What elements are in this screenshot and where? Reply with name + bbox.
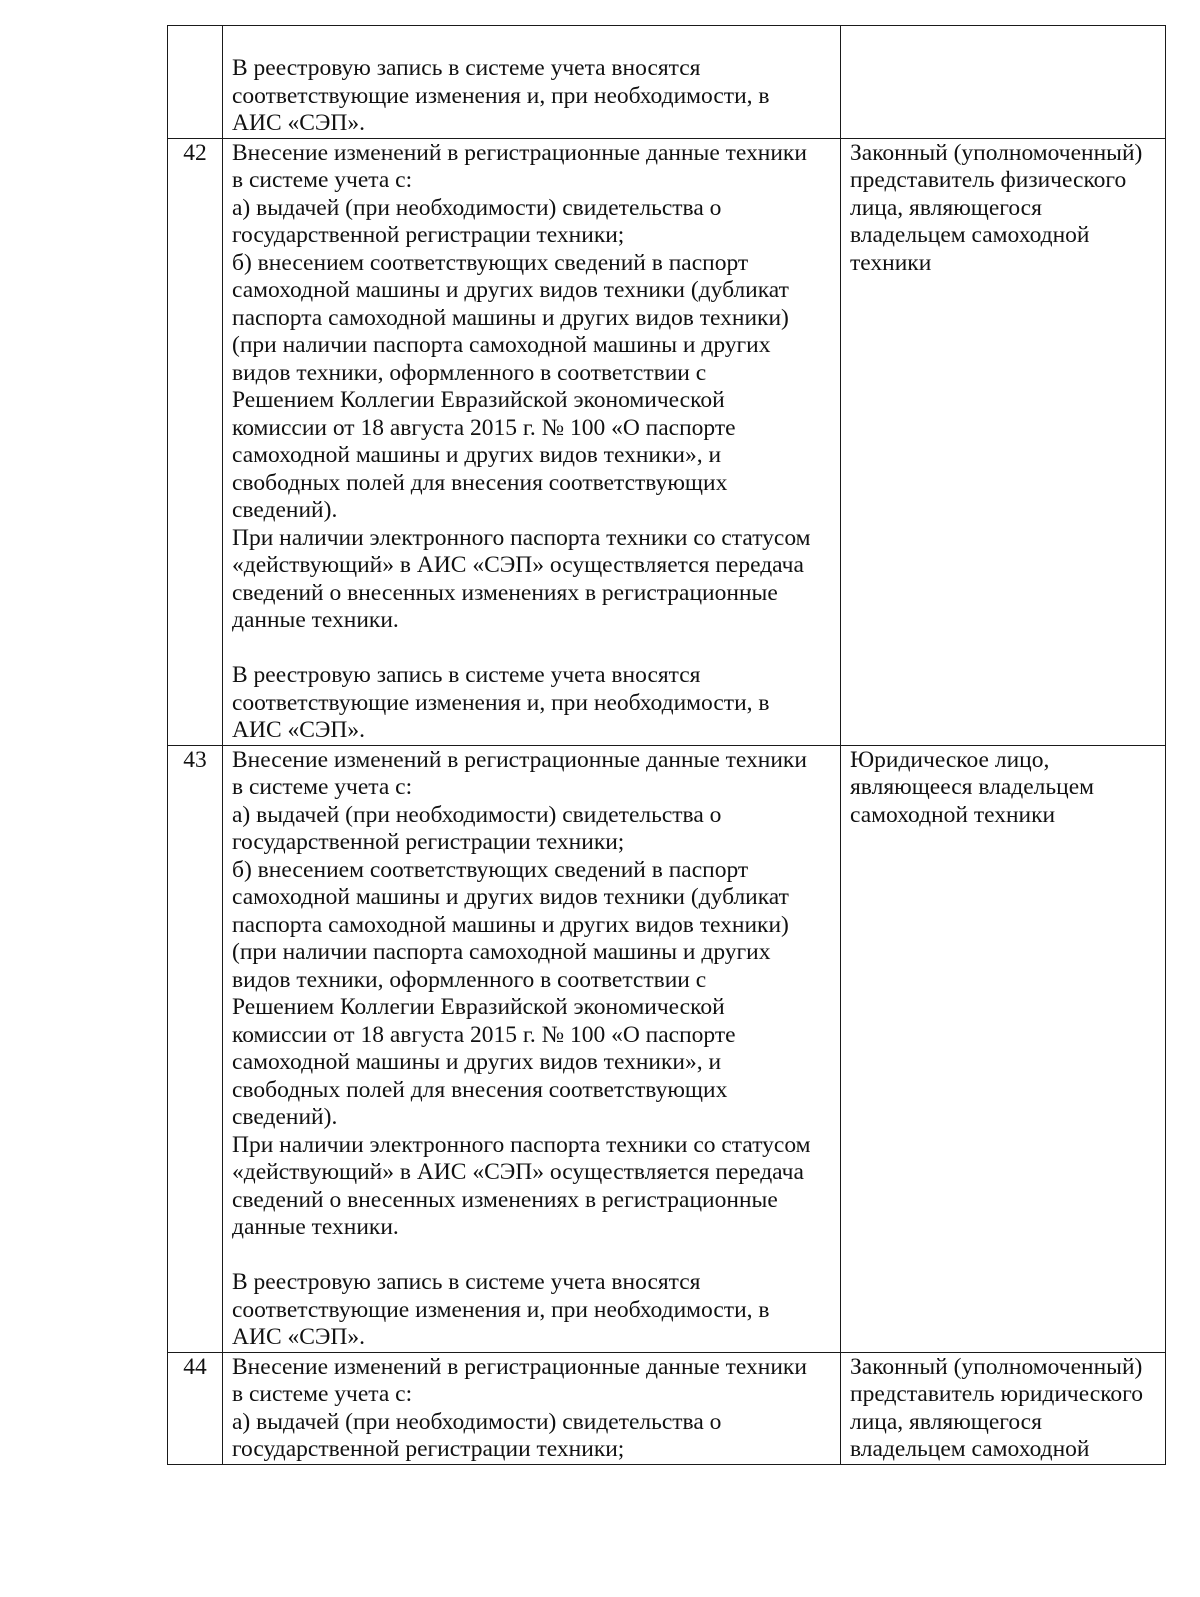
row-number [168,26,223,139]
row-number: 42 [168,138,223,745]
service-description: Внесение изменений в регистрационные данные техники в системе учета с: а) выдачей (при необходимости) свидетельства о государственной регистрации техники; б) внесением соответствующих сведений в паспорт самоходной машины и других видов техники (дубликат паспорта самоходной машины и других видов техники) (при наличии паспорта самоходной машины и других видов техники, оформленного в соответствии с Решением Коллегии Евразийской экономической комиссии от 18 августа 2015 г. № 100 «О паспорте самоходной машины и других видов техники», и свободных полей для внесения соответствующих сведений). При наличии электронного паспорта техники со статусом «действующий» в АИС «СЭП» осуществляется передача сведений о внесенных изменениях в регистрационные данные техники. В реестровую запись в системе учета вносятся соответствующие изменения и, при необходимости, в АИС «СЭП». [223,138,841,745]
applicant-category: Законный (уполномоченный) представитель физического лица, являющегося владельцем самоходной техники [841,138,1166,745]
service-description: В реестровую запись в системе учета вносятся соответствующие изменения и, при необходимости, в АИС «СЭП». [223,26,841,139]
applicant-category: Юридическое лицо, являющееся владельцем самоходной техники [841,745,1166,1352]
row-number: 44 [168,1352,223,1464]
table-row-continued [168,26,1166,139]
table-row [168,1352,1166,1464]
services-table [167,25,1166,1465]
applicant-category [841,26,1166,139]
service-description: Внесение изменений в регистрационные данные техники в системе учета с: а) выдачей (при необходимости) свидетельства о государственной регистрации техники; б) внесением соответствующих сведений в паспорт самоходной машины и других видов техники (дубликат паспорта самоходной машины и других видов техники) (при наличии паспорта самоходной машины и других видов техники, оформленного в соответствии с Решением Коллегии Евразийской экономической комиссии от 18 августа 2015 г. № 100 «О паспорте самоходной машины и других видов техники», и свободных полей для внесения соответствующих сведений). При наличии электронного паспорта техники со статусом «действующий» в АИС «СЭП» осуществляется передача сведений о внесенных изменениях в регистрационные данные техники. В реестровую запись в системе учета вносятся соответствующие изменения и, при необходимости, в АИС «СЭП». [223,745,841,1352]
row-number: 43 [168,745,223,1352]
table-row [168,745,1166,1352]
applicant-category: Законный (уполномоченный) представитель юридического лица, являющегося владельцем самоходной [841,1352,1166,1464]
service-description: Внесение изменений в регистрационные данные техники в системе учета с: а) выдачей (при необходимости) свидетельства о государственной регистрации техники; [223,1352,841,1464]
table-row [168,138,1166,745]
